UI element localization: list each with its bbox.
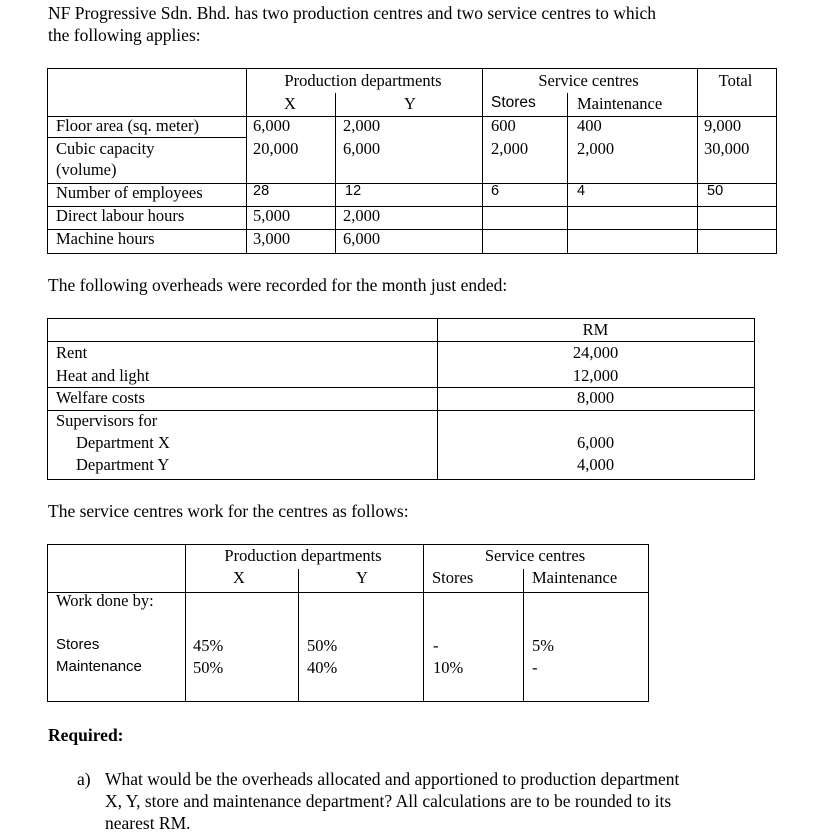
t3-cell: 45% — [193, 636, 224, 655]
t2-dept-y: Department Y — [76, 455, 170, 474]
t2-value: 24,000 — [572, 343, 619, 362]
t1-row-label: (volume) — [56, 160, 117, 179]
t2-value: 6,000 — [576, 433, 615, 452]
t1-cell: 20,000 — [253, 139, 299, 158]
t1-row-label: Cubic capacity — [56, 139, 155, 158]
t1-cell: 9,000 — [704, 116, 742, 135]
t1-cell: 6 — [491, 183, 500, 199]
required-line-1: What would be the overheads allocated and apportioned to production department — [105, 769, 680, 789]
t1-cell: 600 — [491, 116, 516, 135]
required-item-marker: a) — [77, 769, 91, 789]
t3-row-label: Stores — [56, 636, 100, 653]
required-heading: Required: — [48, 725, 124, 745]
t3-header-maintenance: Maintenance — [532, 568, 618, 587]
t1-cell: 2,000 — [491, 139, 529, 158]
t1-row-label: Machine hours — [56, 229, 155, 248]
t1-row-label: Number of employees — [56, 183, 203, 202]
t1-header-production: Production departments — [284, 71, 442, 90]
t1-cell: 400 — [577, 116, 602, 135]
t1-header-x: X — [284, 94, 296, 113]
t1-header-total: Total — [718, 71, 753, 90]
t3-header-stores: Stores — [432, 568, 474, 587]
t3-header-service: Service centres — [484, 546, 586, 565]
t2-currency: RM — [582, 320, 609, 339]
t3-cell: - — [532, 658, 538, 677]
t1-cell: 12 — [345, 183, 362, 199]
t3-row-label: Maintenance — [56, 658, 142, 675]
t1-cell: 3,000 — [253, 229, 291, 248]
t2-label: Rent — [56, 343, 88, 362]
t3-header-production: Production departments — [224, 546, 382, 565]
t2-label: Heat and light — [56, 366, 150, 385]
t3-cell: 40% — [307, 658, 338, 677]
overheads-intro: The following overheads were recorded for the month just ended: — [48, 275, 508, 295]
t1-cell: 30,000 — [704, 139, 750, 158]
t3-cell: 5% — [532, 636, 554, 655]
t1-header-stores: Stores — [491, 94, 536, 111]
t2-value: 12,000 — [572, 366, 619, 385]
required-line-2: X, Y, store and maintenance department? All calculations are to be rounded to its — [105, 791, 672, 811]
t1-cell: 2,000 — [343, 116, 381, 135]
intro-line-1: NF Progressive Sdn. Bhd. has two production centres and two service centres to which — [48, 3, 657, 23]
t1-cell: 6,000 — [343, 229, 381, 248]
t1-row-label: Floor area (sq. meter) — [56, 116, 199, 135]
t1-cell: 6,000 — [253, 116, 291, 135]
t3-cell: 50% — [307, 636, 338, 655]
t1-header-service: Service centres — [538, 71, 639, 90]
service-intro: The service centres work for the centres as follows: — [48, 501, 409, 521]
intro-line-2: the following applies: — [48, 25, 201, 45]
t1-cell: 4 — [577, 183, 586, 199]
t3-cell: 50% — [193, 658, 224, 677]
t2-value: 4,000 — [576, 455, 615, 474]
t1-cell: 50 — [707, 183, 724, 199]
t1-cell: 6,000 — [343, 139, 381, 158]
t1-header-y: Y — [404, 94, 416, 113]
t3-header-y: Y — [356, 568, 368, 587]
t3-header-x: X — [233, 568, 245, 587]
t3-cell: - — [433, 636, 439, 655]
t1-cell: 2,000 — [343, 206, 381, 225]
t3-cell: 10% — [433, 658, 464, 677]
t1-cell: 5,000 — [253, 206, 291, 225]
t2-dept-x: Department X — [76, 433, 170, 452]
t1-cell: 2,000 — [577, 139, 615, 158]
t2-value: 8,000 — [576, 388, 615, 407]
t1-header-maintenance: Maintenance — [577, 94, 663, 113]
required-line-3: nearest RM. — [105, 813, 191, 833]
t1-cell: 28 — [253, 183, 270, 199]
t2-label: Welfare costs — [56, 388, 145, 407]
t1-row-label: Direct labour hours — [56, 206, 185, 225]
t3-work-done-by: Work done by: — [56, 591, 154, 610]
t2-supervisors-label: Supervisors for — [56, 411, 158, 430]
